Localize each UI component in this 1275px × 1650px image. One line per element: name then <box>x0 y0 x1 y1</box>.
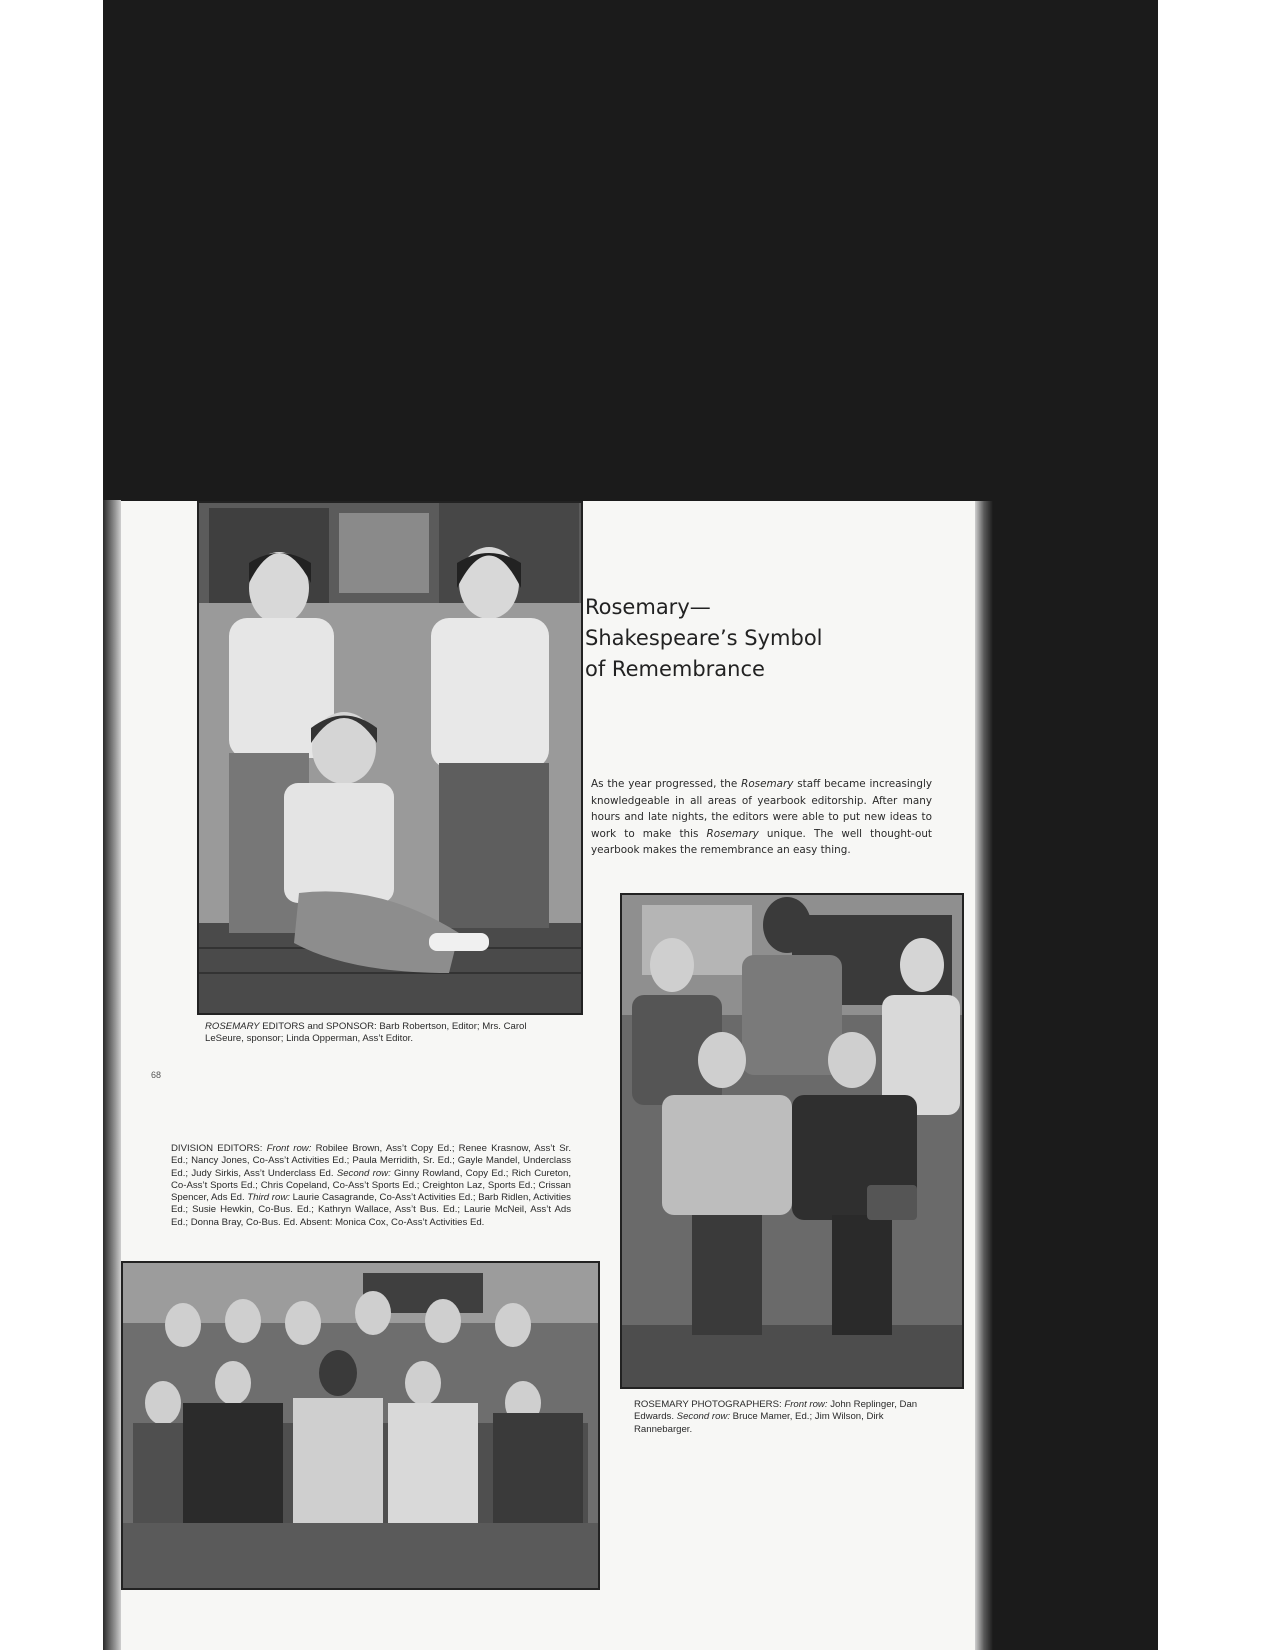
page-right-edge <box>975 501 993 1650</box>
photographers-photo <box>620 893 964 1389</box>
intro-text-part-2: staff became increasingly knowledgeable in all areas of yearbook editorship. After many hours and late nights, the editors were able to put new ideas to work to make this <box>591 778 932 840</box>
editors-caption-text: EDITORS and SPONSOR: Barb Robertson, Editor; Mrs. Carol LeSeure, sponsor; Linda Opperman, Ass’t Editor. <box>205 1021 527 1045</box>
scan-left-edge <box>103 500 121 1650</box>
division-editors-photo <box>121 1261 600 1590</box>
editors-photo <box>197 501 583 1015</box>
photographers-row-1-names: John Replinger, Dan Edwards. <box>634 1399 918 1423</box>
division-caption-label: DIVISION EDITORS: <box>171 1143 267 1154</box>
editors-caption-label: ROSEMARY <box>205 1021 260 1032</box>
division-row-1-names: Robilee Brown, Ass’t Copy Ed.; Renee Krasnow, Ass’t Sr. Ed.; Nancy Jones, Co-Ass’t Activities Ed.; Paula Merridith, Sr. Ed.; Gayle Mandel, Underclass Ed.; Judy Sirkis, Ass’t Underclass Ed. <box>171 1143 571 1179</box>
photographers-caption <box>634 1399 922 1436</box>
intro-emphasis-2: Rosemary <box>706 827 759 840</box>
photographers-row-2-names: Bruce Mamer, Ed.; Jim Wilson, Dirk Rannebarger. <box>634 1411 884 1435</box>
intro-emphasis-1: Rosemary <box>741 778 794 790</box>
page-number: 68 <box>151 1070 162 1080</box>
intro-text-part-3: unique. The well thought-out yearbook makes the remembrance an easy thing. <box>591 827 932 857</box>
photographers-row-1-label: Front row: <box>784 1399 828 1410</box>
photographers-row-2-label: Second row: <box>676 1411 730 1423</box>
division-row-3-label: Third row: <box>247 1192 290 1204</box>
division-row-2-label: Second row: <box>336 1167 391 1179</box>
page-title <box>585 592 945 685</box>
division-row-3-names: Laurie Casagrande, Co-Ass’t Activities Ed.; Barb Ridlen, Activities Ed.; Susie Hewkin, Co-Bus. Ed.; Kathryn Wallace, Ass’t Bus. Ed.; Laurie McNeil, Ass’t Ads Ed.; Donna Bray, Co-Bus. Ed. Absent: Monica Cox, Co-Ass’t Activities Ed. <box>171 1192 571 1228</box>
division-row-1-label: Front row: <box>266 1143 312 1154</box>
division-editors-caption <box>171 1143 571 1229</box>
intro-paragraph <box>591 776 932 859</box>
title-line-2: Shakespeare’s Symbol <box>585 626 823 650</box>
editors-caption <box>205 1021 560 1046</box>
title-line-1: Rosemary— <box>585 595 711 619</box>
intro-text-part-1: As the year progressed, the <box>591 778 742 790</box>
title-line-3: of Remembrance <box>585 657 765 681</box>
division-row-2-names: Ginny Rowland, Copy Ed.; Rich Cureton, Co-Ass’t Sports Ed.; Chris Copeland, Co-Ass’t Sports Ed.; Creighton Laz, Sports Ed.; Crissan Spencer, Ads Ed. <box>171 1167 571 1204</box>
photographers-caption-label: ROSEMARY PHOTOGRAPHERS: <box>634 1399 785 1410</box>
